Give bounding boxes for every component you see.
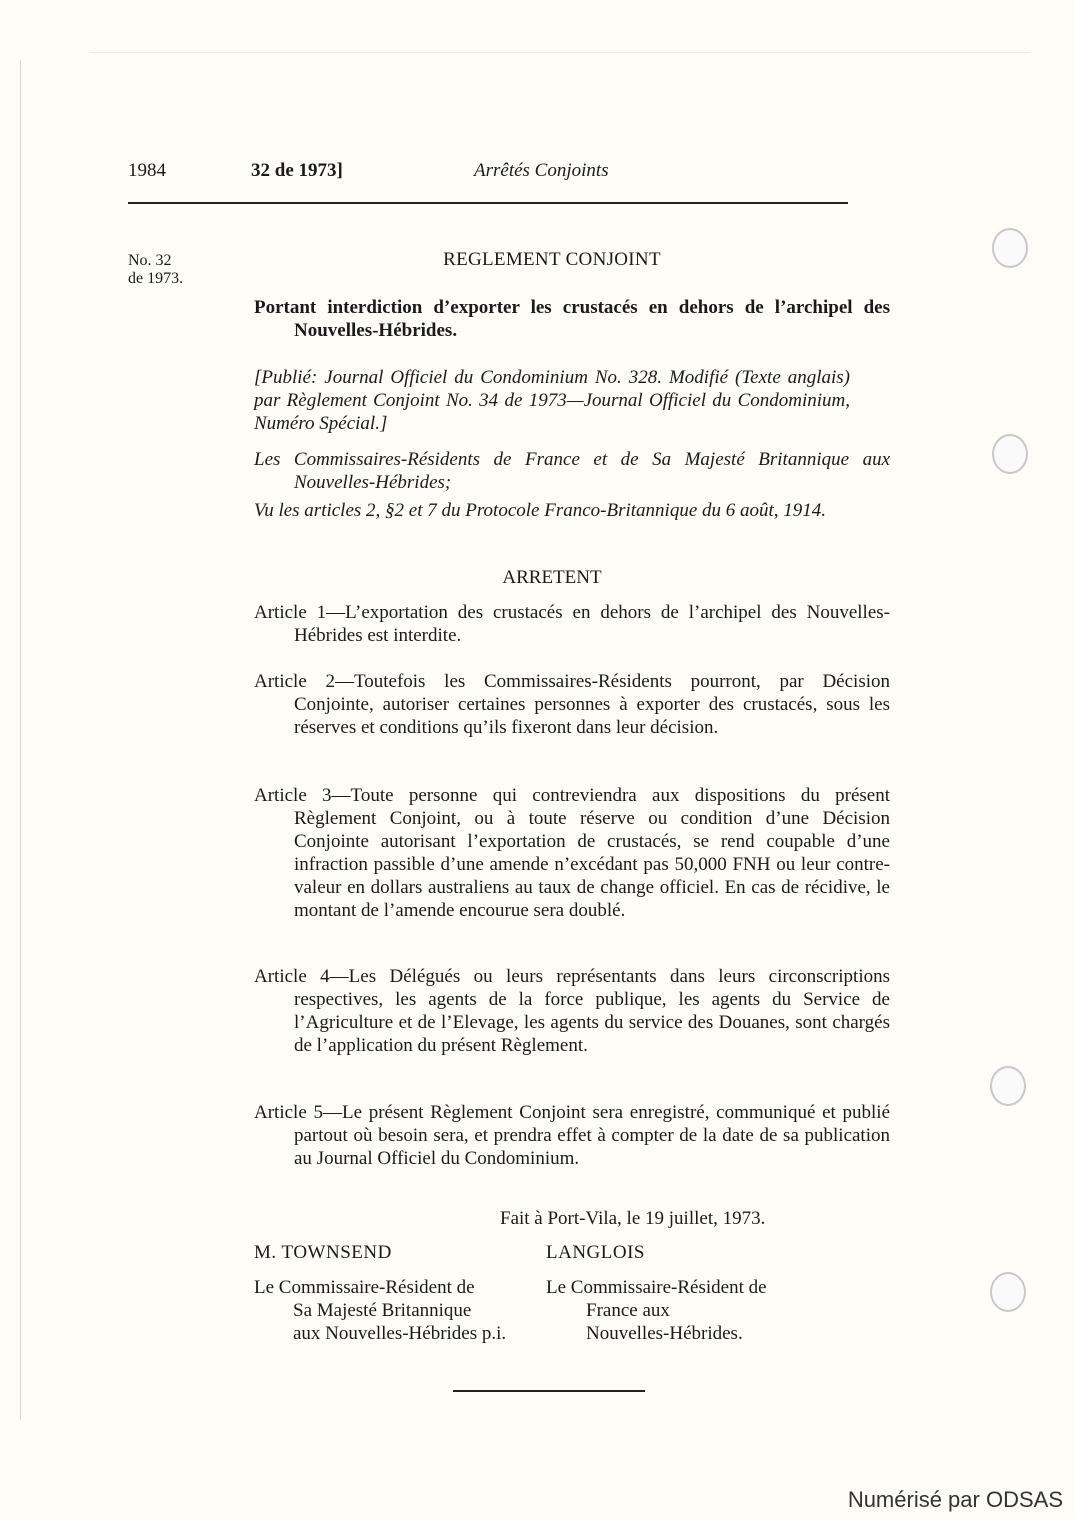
subtitle: Portant interdiction d’exporter les crustacés en dehors de l’archipel des Nouvelles-Hébrides. xyxy=(254,297,890,341)
signatory-title-line: France aux xyxy=(586,1300,670,1321)
preamble-commissioners: Les Commissaires-Résidents de France et de Sa Majesté Britannique aux Nouvelles-Hébrides; xyxy=(254,449,890,493)
signatory-title xyxy=(254,1276,506,1345)
margin-note-line: de 1973. xyxy=(128,270,184,287)
page-left-edge xyxy=(20,60,21,1420)
signatory-title-line: Sa Majesté Britannique xyxy=(293,1300,472,1321)
signatory-name: M. TOWNSEND xyxy=(254,1242,392,1263)
article-4: Article 4—Les Délégués ou leurs représentants dans leurs circonscriptions respectives, les agents de la force publique, les agents du Service de l’Agriculture et de l’Elevage, les agents du service des Douanes, sont chargés de l’application du présent Règlement. xyxy=(254,966,890,1056)
signatory-title xyxy=(546,1276,767,1345)
signatory-title-line: Le Commissaire-Résident de xyxy=(254,1277,475,1298)
article-3: Article 3—Toute personne qui contreviendra aux dispositions du présent Règlement Conjoint, ou à toute réserve ou condition d’une Décision Conjointe autorisant l’exportation de crustacés, se rend coupable d’une infraction passible d’une amende n’excédant pas 50,000 FNH ou leur contre-valeur en dollars australiens au taux de change officiel. En cas de récidive, le montant de l’amende encourue sera doublé. xyxy=(254,785,890,921)
punch-hole xyxy=(990,1066,1026,1106)
signatory-title-line: aux Nouvelles-Hébrides p.i. xyxy=(293,1323,507,1344)
publication-note: [Publié: Journal Officiel du Condominium No. 328. Modifié (Texte anglais) par Règlement Conjoint No. 34 de 1973—Journal Officiel du Condominium, Numéro Spécial.] xyxy=(254,367,850,434)
digitization-credit: Numérisé par ODSAS xyxy=(847,1487,1063,1512)
arretent-heading: ARRETENT xyxy=(502,567,602,588)
document-title: REGLEMENT CONJOINT xyxy=(443,249,661,270)
signatory-title-line: Nouvelles-Hébrides. xyxy=(586,1323,743,1344)
place-date: Fait à Port-Vila, le 19 juillet, 1973. xyxy=(500,1208,766,1229)
margin-note-line: No. 32 xyxy=(128,252,172,269)
preamble-vu: Vu les articles 2, §2 et 7 du Protocole Franco-Britannique du 6 août, 1914. xyxy=(254,500,827,521)
running-title: Arrêtés Conjoints xyxy=(474,160,609,181)
punch-hole xyxy=(992,228,1028,268)
header-ref: 32 de 1973] xyxy=(251,160,343,181)
signatory-name: LANGLOIS xyxy=(546,1242,645,1263)
end-rule xyxy=(453,1390,645,1392)
margin-note xyxy=(128,252,183,288)
article-2: Article 2—Toutefois les Commissaires-Résidents pourront, par Décision Conjointe, autoriser certaines personnes à exporter des crustacés, sous les réserves et conditions qu’ils fixeront dans leur décision. xyxy=(254,671,890,738)
article-1: Article 1—L’exportation des crustacés en dehors de l’archipel des Nouvelles-Hébrides est interdite. xyxy=(254,602,890,646)
page-number: 1984 xyxy=(128,160,166,181)
header-rule xyxy=(128,202,848,204)
signatory-title-line: Le Commissaire-Résident de xyxy=(546,1277,767,1298)
punch-hole xyxy=(992,434,1028,474)
article-5: Article 5—Le présent Règlement Conjoint sera enregistré, communiqué et publié partout où besoin sera, et prendra effet à compter de la date de sa publication au Journal Officiel du Condominium. xyxy=(254,1102,890,1169)
page-top-edge xyxy=(90,52,1030,53)
punch-hole xyxy=(990,1272,1026,1312)
